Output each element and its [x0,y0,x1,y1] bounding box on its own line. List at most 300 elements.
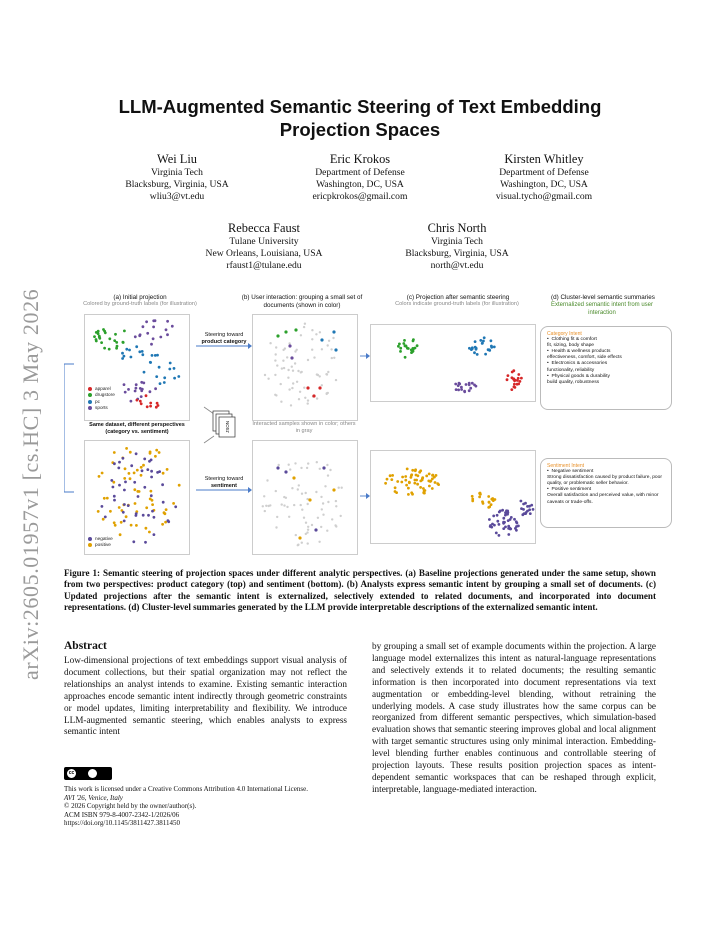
scatter-point [340,515,342,517]
scatter-point [145,320,148,323]
scatter-point [135,452,138,455]
scatter-point [298,398,300,400]
scatter-point [314,528,317,531]
scatter-point [138,490,141,493]
scatter-point [307,462,309,464]
summary-item-text: Negative sentiment [551,469,594,475]
scatter-point [498,534,501,537]
scatter-point [316,461,318,463]
scatter-point [332,337,334,339]
scatter-point [301,509,303,511]
scatter-point [502,527,505,530]
cc-icon: cc [68,770,75,776]
scatter-point [133,472,136,475]
scatter-point [394,486,397,489]
scatter-point [288,342,290,344]
scatter-point [316,397,318,399]
scatter-point [123,520,126,523]
category-summary-box [540,326,672,410]
scatter-point [492,515,495,518]
scatter-point [145,506,148,509]
scatter-point [335,379,337,381]
scatter-point [289,468,291,470]
arrow-top-line1: Steering toward [204,332,244,338]
same-dataset-note [72,422,202,436]
scatter-point [166,320,169,323]
arxiv-stamp [8,268,48,688]
summary-item: • Negative sentiment [547,469,594,475]
doi-link[interactable]: https://doi.org/10.1145/3811427.3811450 [64,819,180,828]
scatter-point [93,335,96,338]
scatter-point [428,473,431,476]
json-label: JSON [225,420,230,434]
scatter-point [296,349,298,351]
legend-label: apparel [95,386,111,391]
scatter-point [501,509,504,512]
scatter-point [529,512,532,515]
scatter-point [306,531,308,533]
scatter-point [130,356,133,359]
scatter-point [407,493,410,496]
scatter-point [513,383,516,386]
scatter-point [399,347,402,350]
scatter-point [130,400,133,403]
scatter-point [399,350,402,353]
scatter-point [414,468,417,471]
scatter-point [473,351,476,354]
scatter-point [514,527,517,530]
scatter-point [305,492,307,494]
author-name: Rebecca Faust [228,221,300,235]
scatter-point [327,344,329,346]
scatter-point [167,520,170,523]
author-block [260,151,460,203]
scatter-point [419,480,422,483]
scatter-point [481,500,484,503]
scatter-point [262,505,264,507]
scatter-point [300,467,302,469]
scatter-point [118,484,121,487]
scatter-point [335,525,337,527]
scatter-point [311,524,313,526]
scatter-point [335,505,337,507]
scatter-point [153,516,156,519]
summary-item-detail: effectiveness, comfort, side effects [547,355,622,361]
scatter-point [403,339,406,342]
scatter-point [165,328,168,331]
scatter-point [490,526,493,529]
scatter-point [288,516,290,518]
scatter-point [95,340,98,343]
scatter-point [502,517,505,520]
scatter-point [113,499,116,502]
author-name: Chris North [427,221,487,235]
scatter-point [149,361,152,364]
scatter-point [123,355,126,358]
scatter-point [471,495,474,498]
scatter-point [134,335,137,338]
scatter-point [275,346,277,348]
scatter-point [140,381,143,384]
scatter-point [474,340,477,343]
scatter-point [173,377,176,380]
author-email[interactable]: wliu3@vt.edu [149,191,205,202]
author-location: Blacksburg, Virginia, USA [125,179,229,190]
scatter-point [133,481,136,484]
scatter-point [434,481,437,484]
scatter-point [475,385,478,388]
arrow-bottom-label [192,476,256,490]
same-dataset-line1: Same dataset, different perspectives [89,422,185,428]
paper-title: LLM-Augmented Semantic Steering of Text Embedding Projection Spaces [118,96,602,140]
scatter-point [284,330,287,333]
scatter-point [318,541,320,543]
scatter-point [290,356,293,359]
scatter-point [425,475,428,478]
scatter-point [488,501,491,504]
scatter-point [321,348,323,350]
summary-item-text: Clothing fit & comfort [551,337,597,343]
scatter-point [281,367,283,369]
author-block [444,151,644,203]
scatter-point [172,502,175,505]
legend-label: drugstore [95,392,115,398]
scatter-point [163,376,166,379]
scatter-point [419,486,422,489]
scatter-point [136,399,139,402]
scatter-point [457,389,460,392]
scatter-point [140,402,143,405]
scatter-point [135,345,138,348]
scatter-point [407,487,410,490]
scatter-point [155,449,158,452]
scatter-point [143,371,146,374]
scatter-point [136,469,139,472]
scatter-point [517,525,520,528]
cc-by-badge[interactable] [64,767,112,780]
scatter-point [275,490,277,492]
legend-item [88,405,115,411]
summary-item-text: Electronics & accessories [551,361,608,367]
scatter-point [320,338,323,341]
scatter-point [269,504,271,506]
scatter-point [159,382,162,385]
scatter-point [513,518,516,521]
scatter-point [101,505,104,508]
abstract-heading: Abstract [64,640,107,652]
legend-swatch [88,537,92,541]
scatter-point [522,508,525,511]
scatter-point [519,380,522,383]
scatter-point [139,400,142,403]
scatter-point [97,332,100,335]
scatter-point [413,482,416,485]
scatter-point [295,534,297,536]
scatter-point [460,386,463,389]
arrow-bottom-line2: sentiment [211,483,237,489]
legend-label: positive [95,542,111,548]
scatter-point [512,377,515,380]
scatter-point [327,371,329,373]
sentiment-summary-heading: Sentiment Intent [547,463,585,469]
scatter-point [516,522,519,525]
scatter-point [478,492,481,495]
scatter-point [498,511,501,514]
figure-1 [64,292,668,558]
scatter-point [390,478,393,481]
scatter-point [132,540,135,543]
abstract-text-right: by grouping a small set of example documents within the projection. A large language model externalizes this intent as natural-language representations and selectively extends it to related documents; the resulting semantic information is then incorporated into document representations via text augmentation or embedding-level blending, without retraining the underlying models. A case study illustrates how the same corpus can be reorganized from different semantic perspectives, which simulation-based evaluation shows that semantic steering improves global and local alignment with target semantic structures using only minimal interaction. Embedding-level blending further enables continuous and controllable steering of projection layouts. These results position projection spaces as intent-dependent semantic workspaces that can be reshaped through explicit, interpretable, language-mediated interaction. [372,641,656,794]
scatter-point [516,383,519,386]
scatter-point [298,536,301,539]
scatter-point [320,526,322,528]
scatter-point [401,476,404,479]
isbn: ACM ISBN 979-8-4007-2342-1/2026/06 [64,810,180,819]
scatter-point [321,508,323,510]
scatter-point [487,495,490,498]
panel-a-title: (a) Initial projection [113,294,167,301]
scatter-point [488,518,491,521]
scatter-point [149,498,152,501]
scatter-point [113,521,116,524]
scatter-point [158,451,161,454]
scatter-point [335,500,337,502]
scatter-point [327,474,329,476]
scatter-point [407,347,410,350]
scatter-point [284,347,286,349]
scatter-point [150,476,153,479]
scatter-point [142,325,145,328]
scatter-point [123,383,126,386]
scatter-point [341,487,343,489]
scatter-point [513,386,516,389]
scatter-point [418,471,421,474]
scatter-point [402,342,405,345]
scatter-point [319,331,321,333]
scatter-point [307,529,309,531]
legend-category [88,386,115,412]
scatter-point [168,368,171,371]
scatter-point [100,341,103,344]
author-location: Blacksburg, Virginia, USA [405,248,509,259]
scatter-point [129,477,132,480]
scatter-point [108,337,111,340]
scatter-point [143,458,146,461]
author-email[interactable]: north@vt.edu [430,260,484,271]
scatter-point [316,373,318,375]
scatter-point [135,524,138,527]
author-email[interactable]: rfaust1@tulane.edu [226,260,302,271]
scatter-point [280,401,282,403]
scatter-point [405,484,408,487]
scatter-point [151,503,154,506]
scatter-point [507,374,510,377]
scatter-point [123,503,126,506]
venue: AVI '26, Venice, Italy [64,793,123,802]
summary-item-text: Health & wellness products [551,349,611,355]
json-document-icon [213,411,235,437]
category-summary-heading: Category Intent [547,331,582,337]
scatter-point [152,319,155,322]
scatter-point [267,378,269,380]
scatter-point [104,516,107,519]
scatter-point [128,349,131,352]
scatter-point [507,511,510,514]
summary-item: • Positive sentiment [547,487,592,493]
scatter-point [146,405,149,408]
author-email[interactable]: visual.tycho@gmail.com [495,191,593,202]
scatter-point [507,533,510,536]
scatter-point [328,340,330,342]
legend-item [88,542,113,548]
scatter-point [156,471,159,474]
scatter-point [139,387,142,390]
scatter-point [495,532,498,535]
scatter-point [479,339,482,342]
scatter-point [311,338,313,340]
scatter-point [98,475,101,478]
scatter-point [404,356,407,359]
author-block [164,220,364,272]
scatter-point [146,468,149,471]
scatter-point [458,382,461,385]
scatter-point [423,492,426,495]
scatter-point [154,455,157,458]
scatter-point [307,402,309,404]
scatter-point [311,329,313,331]
scatter-point [491,497,494,500]
scatter-point [476,353,479,356]
same-dataset-line2: (category vs. sentiment) [105,429,169,435]
scatter-point [124,391,127,394]
abstract-left-column [64,640,347,738]
scatter-point [484,353,487,356]
scatter-point [109,510,112,513]
scatter-point [155,406,158,409]
scatter-point [149,402,152,405]
scatter-point [265,505,267,507]
scatter-point [281,503,283,505]
scatter-point [496,514,499,517]
scatter-point [297,370,299,372]
scatter-point [141,353,144,356]
abstract-text-left: Low-dimensional projections of text embeddings support visual analysis of document collections, but their spatial organization may not reflect the relationships an analyst intends to examine. Existing semantic interaction approaches encode semantic intent indirectly through geometric constraints or model updates, limiting interpretability and flexibility. We introduce LLM-augmented semantic steering, which enables analysts to express semantic intent [64,655,347,737]
scatter-point [411,469,414,472]
summary-item-detail: build quality, robustness [547,379,600,385]
scatter-point [114,333,117,336]
scatter-point [110,479,113,482]
summary-item-text: Positive sentiment [551,487,592,493]
scatter-point [142,514,145,517]
scatter-point [97,510,100,513]
scatter-point [308,498,311,501]
summary-item: • Health & wellness products [547,349,611,355]
scatter-point [421,476,424,479]
scatter-point [297,488,299,490]
scatter-point [130,464,133,467]
author-location: Washington, DC, USA [316,179,404,190]
scatter-point [138,350,141,353]
scatter-point [319,468,321,470]
scatter-point [498,523,501,526]
scatter-point [119,533,122,536]
scatter-point [483,336,486,339]
scatter-point [471,500,474,503]
scatter-point [149,451,152,454]
scatter-point [400,481,403,484]
panel-c-subtitle: Colors indicate ground-truth labels (for illustration) [395,301,519,307]
scatter-point [510,388,513,391]
scatter-point [149,390,152,393]
scatter-point [140,395,143,398]
scatter-point [487,506,490,509]
scatter-point [118,506,121,509]
scatter-point [333,357,335,359]
scatter-point [150,343,153,346]
scatter-point [153,533,156,536]
scatter-point [141,350,144,353]
scatter-point [398,343,401,346]
scatter-point [305,522,307,524]
scatter-point [135,387,138,390]
scatter-point [134,390,137,393]
arrow-bottom-line1: Steering toward [204,476,244,482]
scatter-point [436,482,439,485]
scatter-point [169,362,172,365]
panel-d-subtitle: Externalized semantic intent from user interaction [550,302,654,316]
panel-d-title: (d) Cluster-level semantic summaries [551,294,655,301]
scatter-point [327,501,329,503]
scatter-point [117,467,120,470]
scatter-point [148,460,151,463]
panel-b-title: (b) User interaction: grouping a small set of documents (shown in color) [241,294,363,309]
scatter-point [307,359,309,361]
scatter-point [112,486,115,489]
scatter-point [404,345,407,348]
legend-sentiment [88,536,113,549]
scatter-point [177,375,180,378]
author-affiliation: Department of Defense [315,167,405,178]
scatter-point [106,497,109,500]
scatter-point [520,500,523,503]
scatter-point [166,468,169,471]
summary-item-detail: Overall satisfaction and perceived value, with minor caveats or trade-offs. [547,493,659,505]
scatter-point [288,344,291,347]
author-email[interactable]: ericpkrokos@gmail.com [312,191,408,202]
scatter-point [123,330,126,333]
figure-caption: Figure 1: Semantic steering of projection spaces under different analytic perspectives. (a) Baseline projections generated under the same setup, shown from two perspectives: product category (top) and sentiment (bottom). (b) Analysts express semantic intent by grouping a small set of documents. (c) Updated projections after the semantic intent is externalized, selectively extended to related documents, and incorporated into document representations. (d) Cluster-level summaries generated by the LLM provide interpretable descriptions of the externalized semantic intent. [64,568,656,613]
license-statement: This work is licensed under a Creative Commons Attribution 4.0 International License. [64,785,308,793]
scatter-point [102,328,105,331]
summary-item: • Physical goods & durability [547,373,610,379]
scatter-point [274,359,276,361]
scatter-point [291,366,293,368]
scatter-point [454,383,457,386]
scatter-point [122,511,125,514]
scatter-point [468,389,471,392]
scatter-point [428,485,431,488]
scatter-point [283,504,285,506]
scatter-point [433,476,436,479]
scatter-point [389,474,392,477]
scatter-point [391,474,394,477]
scatter-point [161,523,164,526]
scatter-point [300,334,302,336]
license-block [64,785,354,828]
scatter-point [306,467,308,469]
summary-item-detail: fit, sizing, body shape [547,343,595,349]
scatter-point [264,374,266,376]
